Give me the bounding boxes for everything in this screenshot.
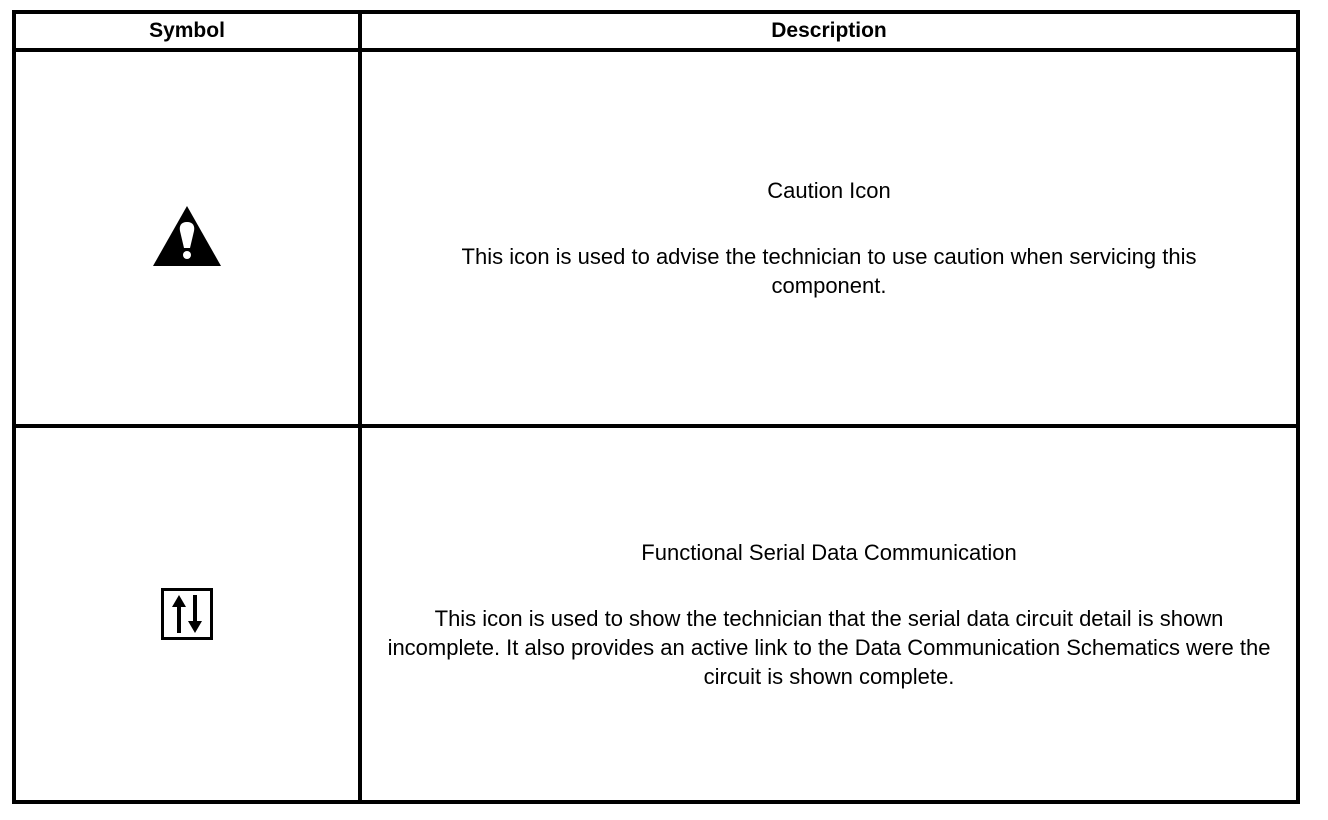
serial-data-icon[interactable]	[161, 588, 213, 640]
description-cell	[360, 426, 1298, 802]
serial-data-title: Functional Serial Data Communication	[641, 539, 1017, 565]
caution-title: Caution Icon	[767, 178, 891, 203]
symbol-cell	[14, 50, 360, 426]
serial-data-description: This icon is used to show the technician that the serial data circuit detail is shown incomplete. It also provides an active link to the Data Communication Schematics were the circuit is shown complete.	[387, 605, 1271, 689]
description-cell	[360, 50, 1298, 426]
description-column-header: Description	[360, 12, 1298, 50]
table-row	[14, 426, 1298, 802]
header-row	[14, 12, 1298, 50]
symbol-legend-table	[12, 10, 1300, 804]
caution-icon	[151, 204, 223, 268]
table-row	[14, 50, 1298, 426]
symbol-cell	[14, 426, 360, 802]
caution-description: This icon is used to advise the technician to use caution when servicing this component.	[461, 244, 1197, 298]
symbol-column-header: Symbol	[14, 12, 360, 50]
